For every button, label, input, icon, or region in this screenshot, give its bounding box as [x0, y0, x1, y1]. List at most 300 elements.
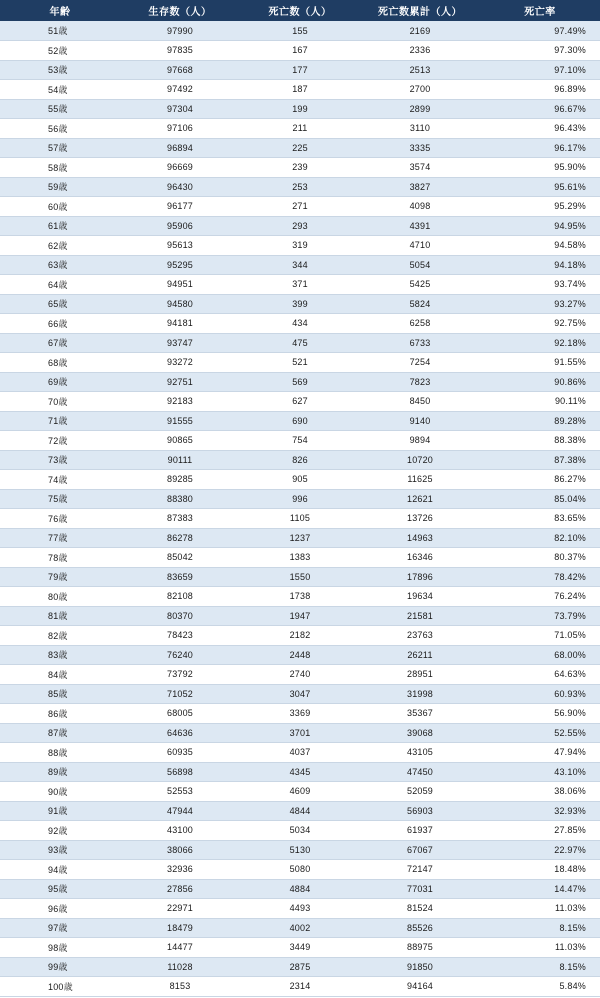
- cumulative-deaths-cell: 7823: [360, 372, 480, 392]
- deaths-cell: 253: [240, 177, 360, 197]
- cumulative-deaths-cell: 8450: [360, 392, 480, 412]
- age-cell: 71歳: [0, 411, 120, 431]
- deaths-cell: 754: [240, 431, 360, 451]
- rate-cell: 76.24%: [480, 587, 600, 607]
- deaths-cell: 399: [240, 294, 360, 314]
- rate-cell: 95.29%: [480, 197, 600, 217]
- deaths-cell: 344: [240, 255, 360, 275]
- table-row: [0, 879, 600, 899]
- rate-cell: 82.10%: [480, 528, 600, 548]
- table-row: [0, 528, 600, 548]
- table-row: [0, 197, 600, 217]
- age-cell: 81歳: [0, 606, 120, 626]
- table-row: [0, 899, 600, 919]
- rate-cell: 78.42%: [480, 567, 600, 587]
- cumulative-deaths-cell: 12621: [360, 489, 480, 509]
- age-cell: 91歳: [0, 801, 120, 821]
- table-row: [0, 860, 600, 880]
- header-row: [0, 0, 600, 21]
- table-row: [0, 606, 600, 626]
- cumulative-deaths-cell: 26211: [360, 645, 480, 665]
- table-row: [0, 80, 600, 100]
- cumulative-deaths-cell: 47450: [360, 762, 480, 782]
- header-rate: 死亡率: [524, 7, 556, 18]
- age-cell: 96歳: [0, 899, 120, 919]
- survivors-cell: 73792: [120, 665, 240, 685]
- age-cell: 59歳: [0, 177, 120, 197]
- age-cell: 84歳: [0, 665, 120, 685]
- age-cell: 52歳: [0, 41, 120, 61]
- table-row: [0, 294, 600, 314]
- rate-cell: 97.30%: [480, 41, 600, 61]
- table-row: [0, 821, 600, 841]
- age-cell: 85歳: [0, 684, 120, 704]
- rate-cell: 5.84%: [480, 977, 600, 997]
- deaths-cell: 475: [240, 333, 360, 353]
- age-cell: 83歳: [0, 645, 120, 665]
- cumulative-deaths-cell: 43105: [360, 743, 480, 763]
- cumulative-deaths-cell: 13726: [360, 509, 480, 529]
- survivors-cell: 97835: [120, 41, 240, 61]
- cumulative-deaths-cell: 19634: [360, 587, 480, 607]
- header-age: 年齢: [49, 7, 71, 18]
- rate-cell: 64.63%: [480, 665, 600, 685]
- age-cell: 92歳: [0, 821, 120, 841]
- cumulative-deaths-cell: 2899: [360, 99, 480, 119]
- table-row: [0, 470, 600, 490]
- cumulative-deaths-cell: 52059: [360, 782, 480, 802]
- age-cell: 53歳: [0, 60, 120, 80]
- deaths-cell: 569: [240, 372, 360, 392]
- age-cell: 56歳: [0, 119, 120, 139]
- deaths-cell: 155: [240, 21, 360, 41]
- table-body: [0, 21, 600, 996]
- table-row: [0, 762, 600, 782]
- table-header: [0, 0, 600, 21]
- table-row: [0, 626, 600, 646]
- cumulative-deaths-cell: 3335: [360, 138, 480, 158]
- age-cell: 79歳: [0, 567, 120, 587]
- deaths-cell: 293: [240, 216, 360, 236]
- age-cell: 88歳: [0, 743, 120, 763]
- deaths-cell: 2448: [240, 645, 360, 665]
- age-cell: 58歳: [0, 158, 120, 178]
- survivors-cell: 14477: [120, 938, 240, 958]
- age-cell: 99歳: [0, 957, 120, 977]
- survivors-cell: 92751: [120, 372, 240, 392]
- deaths-cell: 2740: [240, 665, 360, 685]
- survivors-cell: 97492: [120, 80, 240, 100]
- age-cell: 86歳: [0, 704, 120, 724]
- survivors-cell: 97990: [120, 21, 240, 41]
- deaths-cell: 4002: [240, 918, 360, 938]
- cumulative-deaths-cell: 5824: [360, 294, 480, 314]
- survivors-cell: 22971: [120, 899, 240, 919]
- rate-cell: 87.38%: [480, 450, 600, 470]
- cumulative-deaths-cell: 77031: [360, 879, 480, 899]
- age-cell: 65歳: [0, 294, 120, 314]
- age-cell: 67歳: [0, 333, 120, 353]
- age-cell: 69歳: [0, 372, 120, 392]
- deaths-cell: 996: [240, 489, 360, 509]
- rate-cell: 68.00%: [480, 645, 600, 665]
- cumulative-deaths-cell: 9140: [360, 411, 480, 431]
- cumulative-deaths-cell: 10720: [360, 450, 480, 470]
- survivors-cell: 52553: [120, 782, 240, 802]
- age-cell: 80歳: [0, 587, 120, 607]
- cumulative-deaths-cell: 81524: [360, 899, 480, 919]
- survivors-cell: 86278: [120, 528, 240, 548]
- header-survivors: 生存数（人）: [148, 7, 212, 18]
- deaths-cell: 211: [240, 119, 360, 139]
- age-cell: 68歳: [0, 353, 120, 373]
- deaths-cell: 1947: [240, 606, 360, 626]
- deaths-cell: 2182: [240, 626, 360, 646]
- table-row: [0, 957, 600, 977]
- cumulative-deaths-cell: 2700: [360, 80, 480, 100]
- rate-cell: 94.18%: [480, 255, 600, 275]
- survivors-cell: 87383: [120, 509, 240, 529]
- rate-cell: 95.90%: [480, 158, 600, 178]
- table-row: [0, 918, 600, 938]
- rate-cell: 96.67%: [480, 99, 600, 119]
- table-row: [0, 548, 600, 568]
- cumulative-deaths-cell: 3827: [360, 177, 480, 197]
- survivors-cell: 94181: [120, 314, 240, 334]
- table-row: [0, 684, 600, 704]
- age-cell: 64歳: [0, 275, 120, 295]
- deaths-cell: 521: [240, 353, 360, 373]
- survivors-cell: 95295: [120, 255, 240, 275]
- age-cell: 63歳: [0, 255, 120, 275]
- deaths-cell: 167: [240, 41, 360, 61]
- table-row: [0, 275, 600, 295]
- cumulative-deaths-cell: 6733: [360, 333, 480, 353]
- deaths-cell: 2875: [240, 957, 360, 977]
- rate-cell: 14.47%: [480, 879, 600, 899]
- rate-cell: 60.93%: [480, 684, 600, 704]
- cumulative-deaths-cell: 35367: [360, 704, 480, 724]
- cumulative-deaths-cell: 17896: [360, 567, 480, 587]
- table-row: [0, 509, 600, 529]
- cumulative-deaths-cell: 61937: [360, 821, 480, 841]
- cumulative-deaths-cell: 9894: [360, 431, 480, 451]
- cumulative-deaths-cell: 7254: [360, 353, 480, 373]
- deaths-cell: 199: [240, 99, 360, 119]
- age-cell: 95歳: [0, 879, 120, 899]
- rate-cell: 38.06%: [480, 782, 600, 802]
- age-cell: 76歳: [0, 509, 120, 529]
- survivors-cell: 91555: [120, 411, 240, 431]
- rate-cell: 90.11%: [480, 392, 600, 412]
- survivors-cell: 18479: [120, 918, 240, 938]
- table-row: [0, 353, 600, 373]
- rate-cell: 47.94%: [480, 743, 600, 763]
- survivors-cell: 95613: [120, 236, 240, 256]
- age-cell: 61歳: [0, 216, 120, 236]
- survivors-cell: 32936: [120, 860, 240, 880]
- table-row: [0, 372, 600, 392]
- deaths-cell: 1237: [240, 528, 360, 548]
- table-row: [0, 489, 600, 509]
- cumulative-deaths-cell: 6258: [360, 314, 480, 334]
- rate-cell: 93.74%: [480, 275, 600, 295]
- age-cell: 75歳: [0, 489, 120, 509]
- rate-cell: 11.03%: [480, 899, 600, 919]
- rate-cell: 92.18%: [480, 333, 600, 353]
- table-row: [0, 314, 600, 334]
- survivors-cell: 97304: [120, 99, 240, 119]
- rate-cell: 73.79%: [480, 606, 600, 626]
- deaths-cell: 826: [240, 450, 360, 470]
- table-row: [0, 41, 600, 61]
- deaths-cell: 1738: [240, 587, 360, 607]
- cumulative-deaths-cell: 94164: [360, 977, 480, 997]
- table-row: [0, 723, 600, 743]
- deaths-cell: 5080: [240, 860, 360, 880]
- rate-cell: 85.04%: [480, 489, 600, 509]
- cumulative-deaths-cell: 2169: [360, 21, 480, 41]
- survivors-cell: 88380: [120, 489, 240, 509]
- table-row: [0, 255, 600, 275]
- deaths-cell: 627: [240, 392, 360, 412]
- age-cell: 78歳: [0, 548, 120, 568]
- rate-cell: 92.75%: [480, 314, 600, 334]
- table-row: [0, 21, 600, 41]
- table-row: [0, 567, 600, 587]
- rate-cell: 94.95%: [480, 216, 600, 236]
- rate-cell: 95.61%: [480, 177, 600, 197]
- table-row: [0, 665, 600, 685]
- survivors-cell: 90111: [120, 450, 240, 470]
- age-cell: 51歳: [0, 21, 120, 41]
- rate-cell: 32.93%: [480, 801, 600, 821]
- survivors-cell: 96177: [120, 197, 240, 217]
- table-row: [0, 158, 600, 178]
- cumulative-deaths-cell: 91850: [360, 957, 480, 977]
- table-row: [0, 99, 600, 119]
- deaths-cell: 3701: [240, 723, 360, 743]
- table-row: [0, 743, 600, 763]
- table-row: [0, 645, 600, 665]
- cumulative-deaths-cell: 31998: [360, 684, 480, 704]
- deaths-cell: 177: [240, 60, 360, 80]
- rate-cell: 96.89%: [480, 80, 600, 100]
- table-row: [0, 411, 600, 431]
- deaths-cell: 905: [240, 470, 360, 490]
- age-cell: 97歳: [0, 918, 120, 938]
- deaths-cell: 239: [240, 158, 360, 178]
- table-row: [0, 119, 600, 139]
- survivors-cell: 94951: [120, 275, 240, 295]
- survivors-cell: 27856: [120, 879, 240, 899]
- cumulative-deaths-cell: 5054: [360, 255, 480, 275]
- table-row: [0, 138, 600, 158]
- survivors-cell: 93272: [120, 353, 240, 373]
- table-row: [0, 60, 600, 80]
- cumulative-deaths-cell: 16346: [360, 548, 480, 568]
- survivors-cell: 90865: [120, 431, 240, 451]
- deaths-cell: 3369: [240, 704, 360, 724]
- deaths-cell: 371: [240, 275, 360, 295]
- survivors-cell: 89285: [120, 470, 240, 490]
- age-cell: 100歳: [0, 977, 120, 997]
- deaths-cell: 1105: [240, 509, 360, 529]
- survivors-cell: 56898: [120, 762, 240, 782]
- cumulative-deaths-cell: 23763: [360, 626, 480, 646]
- cumulative-deaths-cell: 5425: [360, 275, 480, 295]
- cumulative-deaths-cell: 21581: [360, 606, 480, 626]
- survivors-cell: 71052: [120, 684, 240, 704]
- rate-cell: 8.15%: [480, 957, 600, 977]
- survivors-cell: 97668: [120, 60, 240, 80]
- table-row: [0, 977, 600, 997]
- rate-cell: 96.43%: [480, 119, 600, 139]
- rate-cell: 18.48%: [480, 860, 600, 880]
- rate-cell: 96.17%: [480, 138, 600, 158]
- rate-cell: 56.90%: [480, 704, 600, 724]
- survivors-cell: 96894: [120, 138, 240, 158]
- age-cell: 82歳: [0, 626, 120, 646]
- deaths-cell: 2314: [240, 977, 360, 997]
- table-row: [0, 938, 600, 958]
- age-cell: 89歳: [0, 762, 120, 782]
- table-row: [0, 450, 600, 470]
- cumulative-deaths-cell: 4391: [360, 216, 480, 236]
- rate-cell: 86.27%: [480, 470, 600, 490]
- table-row: [0, 392, 600, 412]
- survivors-cell: 38066: [120, 840, 240, 860]
- age-cell: 93歳: [0, 840, 120, 860]
- survivors-cell: 80370: [120, 606, 240, 626]
- rate-cell: 27.85%: [480, 821, 600, 841]
- rate-cell: 91.55%: [480, 353, 600, 373]
- cumulative-deaths-cell: 3574: [360, 158, 480, 178]
- age-cell: 54歳: [0, 80, 120, 100]
- cumulative-deaths-cell: 56903: [360, 801, 480, 821]
- cumulative-deaths-cell: 88975: [360, 938, 480, 958]
- survivors-cell: 85042: [120, 548, 240, 568]
- table-row: [0, 587, 600, 607]
- table-row: [0, 801, 600, 821]
- cumulative-deaths-cell: 67067: [360, 840, 480, 860]
- age-cell: 70歳: [0, 392, 120, 412]
- survivors-cell: 78423: [120, 626, 240, 646]
- rate-cell: 97.49%: [480, 21, 600, 41]
- table-row: [0, 177, 600, 197]
- cumulative-deaths-cell: 28951: [360, 665, 480, 685]
- survivors-cell: 43100: [120, 821, 240, 841]
- rate-cell: 89.28%: [480, 411, 600, 431]
- table-row: [0, 216, 600, 236]
- rate-cell: 88.38%: [480, 431, 600, 451]
- age-cell: 90歳: [0, 782, 120, 802]
- age-cell: 94歳: [0, 860, 120, 880]
- survivors-cell: 83659: [120, 567, 240, 587]
- rate-cell: 94.58%: [480, 236, 600, 256]
- table-row: [0, 431, 600, 451]
- cumulative-deaths-cell: 39068: [360, 723, 480, 743]
- rate-cell: 97.10%: [480, 60, 600, 80]
- rate-cell: 93.27%: [480, 294, 600, 314]
- age-cell: 62歳: [0, 236, 120, 256]
- cumulative-deaths-cell: 4098: [360, 197, 480, 217]
- deaths-cell: 4037: [240, 743, 360, 763]
- deaths-cell: 4844: [240, 801, 360, 821]
- age-cell: 77歳: [0, 528, 120, 548]
- deaths-cell: 4884: [240, 879, 360, 899]
- deaths-cell: 4609: [240, 782, 360, 802]
- deaths-cell: 1550: [240, 567, 360, 587]
- table-row: [0, 333, 600, 353]
- cumulative-deaths-cell: 14963: [360, 528, 480, 548]
- age-cell: 98歳: [0, 938, 120, 958]
- deaths-cell: 5034: [240, 821, 360, 841]
- survivors-cell: 60935: [120, 743, 240, 763]
- deaths-cell: 4345: [240, 762, 360, 782]
- deaths-cell: 5130: [240, 840, 360, 860]
- deaths-cell: 4493: [240, 899, 360, 919]
- deaths-cell: 3449: [240, 938, 360, 958]
- survivors-cell: 76240: [120, 645, 240, 665]
- age-cell: 57歳: [0, 138, 120, 158]
- deaths-cell: 1383: [240, 548, 360, 568]
- cumulative-deaths-cell: 2513: [360, 60, 480, 80]
- rate-cell: 52.55%: [480, 723, 600, 743]
- deaths-cell: 319: [240, 236, 360, 256]
- rate-cell: 8.15%: [480, 918, 600, 938]
- cumulative-deaths-cell: 2336: [360, 41, 480, 61]
- deaths-cell: 271: [240, 197, 360, 217]
- header-deaths: 死亡数（人）: [268, 7, 332, 18]
- cumulative-deaths-cell: 85526: [360, 918, 480, 938]
- table-row: [0, 236, 600, 256]
- rate-cell: 83.65%: [480, 509, 600, 529]
- deaths-cell: 225: [240, 138, 360, 158]
- survivors-cell: 64636: [120, 723, 240, 743]
- deaths-cell: 187: [240, 80, 360, 100]
- rate-cell: 43.10%: [480, 762, 600, 782]
- survivors-cell: 82108: [120, 587, 240, 607]
- age-cell: 87歳: [0, 723, 120, 743]
- survivors-cell: 47944: [120, 801, 240, 821]
- rate-cell: 22.97%: [480, 840, 600, 860]
- cumulative-deaths-cell: 3110: [360, 119, 480, 139]
- rate-cell: 80.37%: [480, 548, 600, 568]
- cumulative-deaths-cell: 72147: [360, 860, 480, 880]
- survivors-cell: 94580: [120, 294, 240, 314]
- table-row: [0, 704, 600, 724]
- deaths-cell: 3047: [240, 684, 360, 704]
- rate-cell: 90.86%: [480, 372, 600, 392]
- age-cell: 73歳: [0, 450, 120, 470]
- table-row: [0, 840, 600, 860]
- rate-cell: 11.03%: [480, 938, 600, 958]
- cumulative-deaths-cell: 11625: [360, 470, 480, 490]
- header-cumulative-deaths: 死亡数累計（人）: [378, 7, 462, 18]
- survivors-cell: 96430: [120, 177, 240, 197]
- survivors-cell: 11028: [120, 957, 240, 977]
- age-cell: 74歳: [0, 470, 120, 490]
- table-row: [0, 782, 600, 802]
- rate-cell: 71.05%: [480, 626, 600, 646]
- survivors-cell: 68005: [120, 704, 240, 724]
- age-cell: 55歳: [0, 99, 120, 119]
- survivors-cell: 95906: [120, 216, 240, 236]
- survivors-cell: 97106: [120, 119, 240, 139]
- deaths-cell: 434: [240, 314, 360, 334]
- survivors-cell: 92183: [120, 392, 240, 412]
